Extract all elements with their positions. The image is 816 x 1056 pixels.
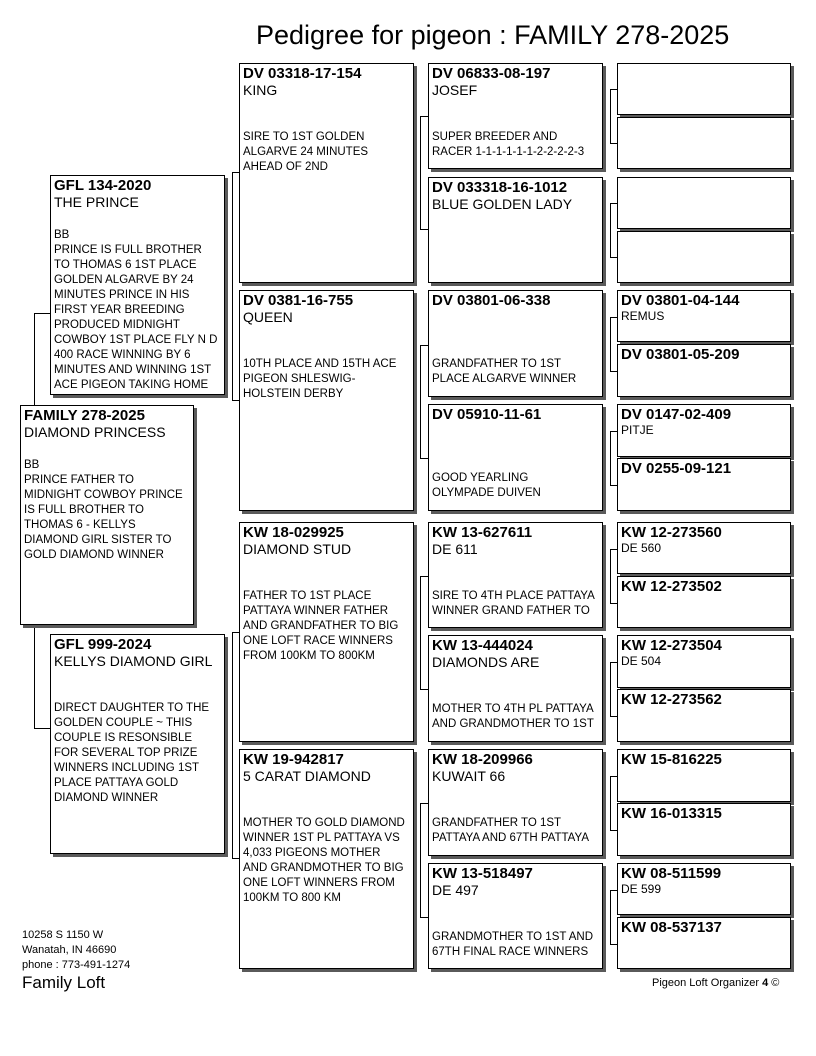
connector-line <box>610 549 617 550</box>
pigeon-ring-number: KW 13-518497 <box>432 865 533 882</box>
pigeon-ring-number: DV 06833-08-197 <box>432 65 551 82</box>
pigeon-name: DE 497 <box>432 882 479 898</box>
connector-line <box>420 576 421 689</box>
pigeon-name: DE 599 <box>621 882 662 896</box>
pigeon-card-great-grandparent[interactable] <box>428 749 603 856</box>
pigeon-card-great-grandparent[interactable] <box>428 404 603 511</box>
connector-line <box>420 458 428 459</box>
pigeon-card-great-grandparent[interactable] <box>428 522 603 628</box>
pigeon-ring-number: KW 15-816225 <box>621 751 722 768</box>
connector-line <box>420 345 421 458</box>
organizer-version: 4 <box>762 977 769 989</box>
connector-line <box>610 662 617 663</box>
pigeon-ring-number: KW 18-209966 <box>432 751 533 768</box>
pigeon-card-grandparent[interactable] <box>239 290 414 511</box>
pigeon-card-grandparent[interactable] <box>239 749 414 969</box>
pigeon-ring-number: KW 12-273504 <box>621 637 722 654</box>
connector-line <box>420 803 428 804</box>
pigeon-notes: GRANDMOTHER TO 1ST AND 67TH FINAL RACE WINNERS <box>432 931 594 958</box>
pigeon-card-great-grandparent[interactable] <box>428 290 603 397</box>
pigeon-ring-number: DV 03801-05-209 <box>621 346 740 363</box>
pigeon-name: REMUS <box>621 309 665 323</box>
address-line-2: Wanatah, IN 46690 <box>22 944 117 956</box>
connector-line <box>610 549 611 603</box>
pigeon-ring-number: DV 05910-11-61 <box>432 406 542 423</box>
pigeon-ring-number: GFL 134-2020 <box>54 177 152 194</box>
connector-line <box>610 143 617 144</box>
pigeon-ring-number: GFL 999-2024 <box>54 636 152 653</box>
pigeon-notes: 10TH PLACE AND 15TH ACE PIGEON SHLESWIG- HOLSTEIN DERBY <box>243 358 397 400</box>
address-line-1: 10258 S 1150 W <box>22 929 104 941</box>
connector-line <box>610 203 617 204</box>
connector-line <box>232 632 239 633</box>
pigeon-ring-number: DV 03801-04-144 <box>621 292 740 309</box>
pigeon-ring-number: KW 08-537137 <box>621 919 722 936</box>
pigeon-notes: SUPER BREEDER AND RACER 1-1-1-1-1-1-2-2-2-2-3 <box>432 131 585 158</box>
pigeon-ring-number: KW 08-511599 <box>621 865 722 882</box>
pigeon-card-grandparent[interactable] <box>239 63 414 283</box>
pigeon-notes: SIRE TO 1ST GOLDEN ALGARVE 24 MINUTES AHEAD OF 2ND <box>243 131 369 173</box>
pigeon-ring-number: DV 03318-17-154 <box>243 65 362 82</box>
connector-line <box>610 431 611 485</box>
connector-line <box>232 400 239 401</box>
pigeon-name: QUEEN <box>243 309 293 325</box>
connector-line <box>420 689 428 690</box>
pigeon-name: DE 560 <box>621 541 662 555</box>
connector-line <box>420 803 421 917</box>
pigeon-card-gen4[interactable] <box>617 917 791 969</box>
pigeon-card-gen4[interactable] <box>617 803 791 856</box>
connector-line <box>610 89 611 143</box>
pigeon-card-great-grandparent[interactable] <box>428 177 603 283</box>
pigeon-card-gen4[interactable] <box>617 404 791 457</box>
pigeon-card-gen4[interactable] <box>617 576 791 628</box>
connector-line <box>610 431 617 432</box>
connector-line <box>610 317 611 371</box>
connector-line <box>420 345 428 346</box>
connector-line <box>34 728 51 729</box>
pigeon-name: KING <box>243 82 278 98</box>
pigeon-notes: BB PRINCE IS FULL BROTHER TO THOMAS 6 1ST PLACE GOLDEN ALGARVE BY 24 MINUTES PRINCE IN HIS FIRST YEAR BREEDING PRODUCED MIDNIGHT COWBOY 1ST PLACE FLY N D 400 RACE WINNING BY 6 MINUTES AND WINNING 1ST ACE PIGEON TAKING HOME <box>54 229 218 391</box>
pigeon-notes: GOOD YEARLING OLYMPADE DUIVEN <box>432 472 541 499</box>
connector-line <box>610 371 617 372</box>
pigeon-card-sire[interactable] <box>50 175 225 395</box>
copyright-icon: © <box>771 977 780 989</box>
connector-line <box>34 313 51 314</box>
pigeon-card-dam[interactable] <box>50 634 225 854</box>
pigeon-notes: FATHER TO 1ST PLACE PATTAYA WINNER FATHER AND GRANDFATHER TO BIG ONE LOFT RACE WINNERS FROM 100KM TO 800KM <box>243 590 399 662</box>
pigeon-name: BLUE GOLDEN LADY <box>432 196 573 212</box>
connector-line <box>232 632 233 858</box>
pigeon-notes: DIRECT DAUGHTER TO THE GOLDEN COUPLE ~ THIS COUPLE IS RESONSIBLE FOR SEVERAL TOP PRIZE WINNERS INCLUDING 1ST PLACE PATTAYA GOLD DIAMOND WINNER <box>54 702 210 804</box>
pigeon-card-gen4[interactable] <box>617 63 791 115</box>
connector-line <box>610 776 611 830</box>
connector-line <box>232 858 239 859</box>
organizer-name: Pigeon Loft Organizer <box>652 977 760 989</box>
connector-line <box>420 116 428 117</box>
pigeon-ring-number: FAMILY 278-2025 <box>24 407 145 424</box>
connector-line <box>34 625 35 728</box>
connector-line <box>232 172 233 400</box>
pigeon-card-gen4[interactable] <box>617 231 791 283</box>
pigeon-notes: MOTHER TO 4TH PL PATTAYA AND GRANDMOTHER TO 1ST <box>432 703 594 730</box>
pigeon-ring-number: KW 12-273562 <box>621 691 722 708</box>
connector-line <box>610 716 617 717</box>
pigeon-card-gen4[interactable] <box>617 344 791 397</box>
pigeon-name: DIAMOND PRINCESS <box>24 424 166 440</box>
pigeon-notes: MOTHER TO GOLD DIAMOND WINNER 1ST PL PATTAYA VS 4,033 PIGEONS MOTHER AND GRANDMOTHER TO BIG ONE LOFT WINNERS FROM 100KM TO 800 KM <box>243 817 405 904</box>
pigeon-card-grandparent[interactable] <box>239 522 414 742</box>
pigeon-name: THE PRINCE <box>54 194 139 210</box>
pigeon-card-gen4[interactable] <box>617 458 791 511</box>
pigeon-ring-number: KW 13-444024 <box>432 637 533 654</box>
connector-line <box>420 917 428 918</box>
pigeon-card-gen4[interactable] <box>617 635 791 688</box>
software-credit <box>652 977 779 989</box>
pigeon-card-great-grandparent[interactable] <box>428 863 603 969</box>
pigeon-notes: SIRE TO 4TH PLACE PATTAYA WINNER GRAND FATHER TO <box>432 590 595 617</box>
pigeon-ring-number: DV 03801-06-338 <box>432 292 551 309</box>
pigeon-name: DIAMONDS ARE <box>432 654 540 670</box>
pigeon-card-gen4[interactable] <box>617 177 791 229</box>
pigeon-ring-number: KW 19-942817 <box>243 751 344 768</box>
loft-address <box>22 928 130 973</box>
pigeon-name: PITJE <box>621 423 654 437</box>
connector-line <box>610 890 611 944</box>
pigeon-card-great-grandparent[interactable] <box>428 635 603 742</box>
pigeon-name: KELLYS DIAMOND GIRL <box>54 653 213 669</box>
connector-line <box>610 257 617 258</box>
connector-line <box>610 890 617 891</box>
page-title: Pedigree for pigeon : FAMILY 278-2025 <box>256 20 730 50</box>
connector-line <box>232 172 239 173</box>
pigeon-ring-number: KW 12-273502 <box>621 578 722 595</box>
pigeon-ring-number: KW 16-013315 <box>621 805 722 822</box>
pigeon-ring-number: DV 0255-09-121 <box>621 460 732 477</box>
pigeon-ring-number: KW 12-273560 <box>621 524 722 541</box>
connector-line <box>610 603 617 604</box>
connector-line <box>610 662 611 716</box>
pigeon-name: JOSEF <box>432 82 478 98</box>
pigeon-notes: GRANDFATHER TO 1ST PLACE ALGARVE WINNER <box>432 358 577 385</box>
pigeon-ring-number: DV 0381-16-755 <box>243 292 354 309</box>
pigeon-card-gen4[interactable] <box>617 522 791 574</box>
loft-name: Family Loft <box>22 973 106 992</box>
pigeon-notes: GRANDFATHER TO 1ST PATTAYA AND 67TH PATTAYA <box>432 817 589 844</box>
pigeon-name: DE 504 <box>621 654 662 668</box>
pigeon-card-gen4[interactable] <box>617 689 791 742</box>
connector-line <box>420 116 421 229</box>
connector-line <box>610 89 617 90</box>
pigeon-card-gen4[interactable] <box>617 749 791 802</box>
pigeon-name: DE 611 <box>432 541 478 557</box>
connector-line <box>34 313 35 407</box>
connector-line <box>610 317 617 318</box>
connector-line <box>610 776 617 777</box>
pigeon-card-subject[interactable] <box>20 405 194 625</box>
connector-line <box>610 485 617 486</box>
pigeon-ring-number: DV 0147-02-409 <box>621 406 732 423</box>
connector-line <box>610 944 617 945</box>
pigeon-card-gen4[interactable] <box>617 863 791 915</box>
connector-line <box>610 830 617 831</box>
pigeon-name: 5 CARAT DIAMOND <box>243 768 371 784</box>
phone-number: phone : 773-491-1274 <box>22 959 131 971</box>
pigeon-card-great-grandparent[interactable] <box>428 63 603 169</box>
pigeon-notes: BB PRINCE FATHER TO MIDNIGHT COWBOY PRINCE IS FULL BROTHER TO THOMAS 6 - KELLYS DIAMOND GIRL SISTER TO GOLD DIAMOND WINNER <box>24 459 183 561</box>
pigeon-card-gen4[interactable] <box>617 117 791 169</box>
pigeon-name: DIAMOND STUD <box>243 541 352 557</box>
pigeon-ring-number: KW 13-627611 <box>432 524 533 541</box>
pigeon-ring-number: DV 033318-16-1012 <box>432 179 568 196</box>
pigeon-name: KUWAIT 66 <box>432 768 506 784</box>
pigeon-card-gen4[interactable] <box>617 290 791 342</box>
connector-line <box>420 576 428 577</box>
connector-line <box>420 229 428 230</box>
connector-line <box>610 203 611 257</box>
pigeon-ring-number: KW 18-029925 <box>243 524 344 541</box>
